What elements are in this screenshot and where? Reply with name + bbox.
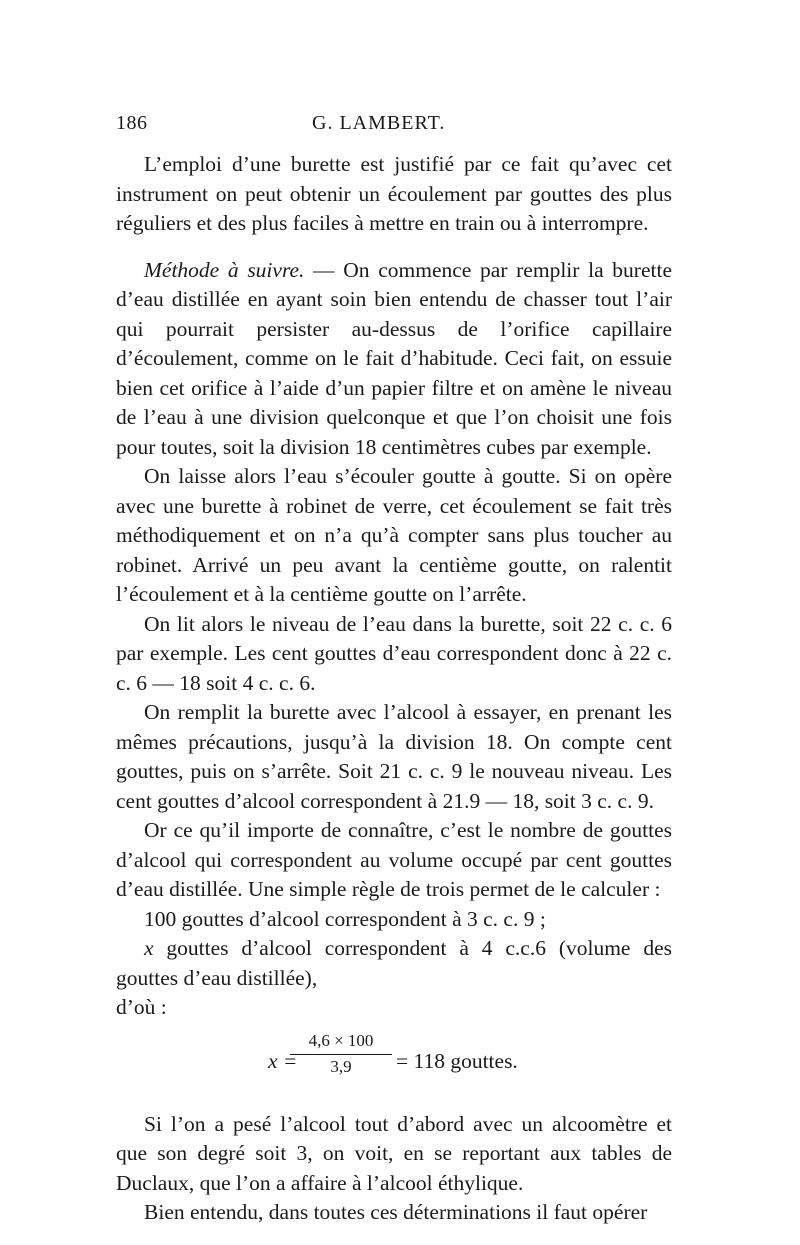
book-page bbox=[116, 112, 672, 1228]
running-title: G. LAMBERT. bbox=[312, 112, 446, 134]
paragraph-proportion-2 bbox=[116, 934, 672, 993]
paragraph-dropping: On laisse alors l’eau s’écouler goutte à goutte. Si on opère avec une burette à robinet de verre, cet écoulement se fait très méthodiquement et on n’a qu’à compter sans plus toucher au robinet. Arrivé un peu avant la centième goutte, on ralentit l’écoulement et à la centième goutte on l’arrête. bbox=[116, 464, 672, 606]
method-heading: Méthode à suivre. bbox=[144, 257, 305, 282]
paragraph-hence: d’où : bbox=[116, 995, 167, 1019]
formula-denominator: 3,9 bbox=[330, 1056, 352, 1076]
proportion-2-text: gouttes d’alcool correspondent à 4 c.c.6 (volume des gouttes d’eau distillée), bbox=[116, 936, 672, 990]
body-text bbox=[116, 150, 672, 1228]
paragraph-closing: Bien entendu, dans toutes ces déterminations il faut opérer bbox=[144, 1200, 648, 1224]
paragraph-proportion-1: 100 gouttes d’alcool correspondent à 3 c. c. 9 ; bbox=[144, 906, 546, 931]
formula-lhs: x = bbox=[268, 1048, 298, 1073]
paragraph-burette-justification: L’emploi d’une burette est justifié par ce fait qu’avec cet instrument on peut obtenir un écoulement par gouttes des plus réguliers et des plus faciles à mettre en train ou à interrompre. bbox=[116, 152, 672, 235]
method-text: — On commence par remplir la burette d’eau distillée en ayant soin bien entendu de chasser tout l’air qui pourrait persister au-dessus de l’orifice capillaire d’écoulement, comme on le fait d’habitude. Ceci fait, on essuie bien cet orifice à l’aide d’un papier filtre et on amène le niveau de l’eau à une division quelconque et que l’on choisit une fois pour toutes, soit la division 18 centimètres cubes par exemple. bbox=[116, 257, 672, 459]
formula-result: = 118 gouttes. bbox=[396, 1048, 518, 1073]
page-number: 186 bbox=[116, 112, 148, 134]
paragraph-rule-of-three: Or ce qu’il importe de connaître, c’est le nombre de gouttes d’alcool qui correspondent au volume occupé par cent gouttes d’eau distillée. Une simple règle de trois permet de le calculer : bbox=[116, 818, 672, 901]
formula bbox=[116, 1029, 672, 1093]
formula-fraction bbox=[290, 1029, 392, 1079]
formula-numerator: 4,6 × 100 bbox=[290, 1029, 392, 1055]
paragraph-water-reading: On lit alors le niveau de l’eau dans la burette, soit 22 c. c. 6 par exemple. Les cent gouttes d’eau correspondent donc à 22 c. c. 6 — 18 soit 4 c. c. 6. bbox=[116, 611, 672, 695]
variable-x: x bbox=[144, 936, 154, 960]
paragraph-alcohol-reading: On remplit la burette avec l’alcool à essayer, en prenant les mêmes précautions, jusqu’à la division 18. On compte cent gouttes, puis on s’arrête. Soit 21 c. c. 9 le nouveau niveau. Les cent gouttes d’alcool correspondent à 21.9 — 18, soit 3 c. c. 9. bbox=[116, 700, 672, 813]
paragraph-method bbox=[116, 256, 672, 463]
running-head bbox=[116, 112, 672, 142]
paragraph-alcoholmeter: Si l’on a pesé l’alcool tout d’abord avec un alcoomètre et que son degré soit 3, on voit, en se reportant aux tables de Duclaux, que l’on a affaire à l’alcool éthylique. bbox=[116, 1111, 672, 1195]
